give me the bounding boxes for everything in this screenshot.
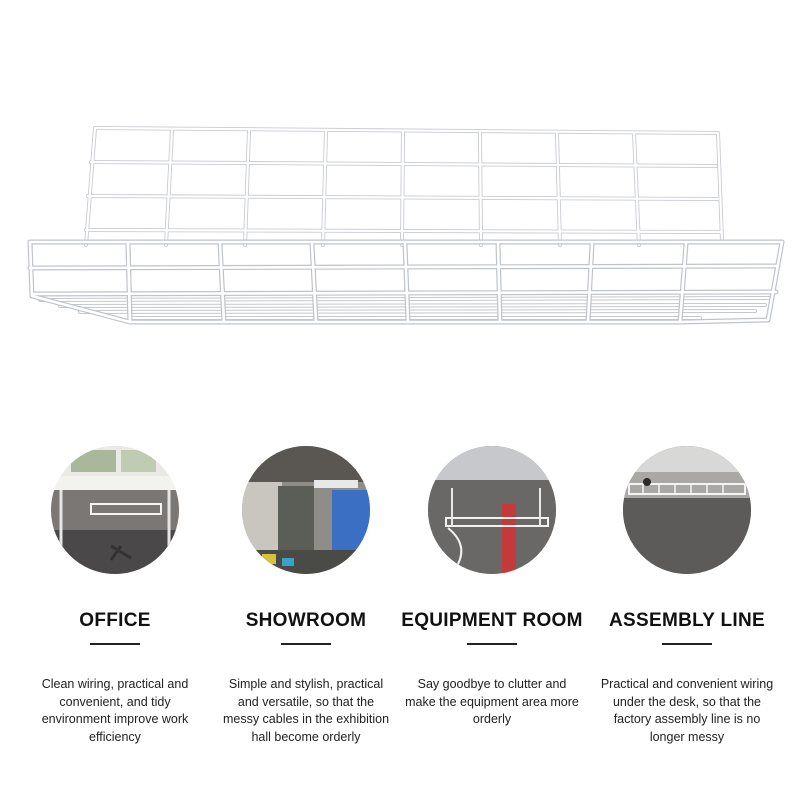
feature-title: OFFICE bbox=[79, 610, 151, 631]
feature-description: Practical and convenient wiring under the desk, so that the factory assembly line is no longer messy bbox=[600, 677, 774, 744]
title-underline bbox=[90, 643, 140, 645]
feature-title: ASSEMBLY LINE bbox=[609, 610, 765, 631]
title-underline bbox=[467, 643, 517, 645]
feature-description: Clean wiring, practical and convenient, and tidy environment improve work efficiency bbox=[41, 677, 189, 744]
equipment-room-photo bbox=[428, 446, 556, 574]
showroom-photo bbox=[242, 446, 370, 574]
application-scenes bbox=[0, 440, 800, 770]
feature-description: Say goodbye to clutter and make the equipment area more orderly bbox=[405, 677, 579, 726]
title-underline bbox=[662, 643, 712, 645]
feature-title: SHOWROOM bbox=[245, 610, 367, 631]
assembly-line-photo bbox=[623, 446, 751, 574]
feature-title: EQUIPMENT ROOM bbox=[401, 610, 583, 631]
title-underline bbox=[281, 643, 331, 645]
feature-description: Simple and stylish, practical and versatile, so that the messy cables in the exhibition hall become orderly bbox=[222, 677, 390, 744]
office-photo bbox=[51, 446, 179, 574]
